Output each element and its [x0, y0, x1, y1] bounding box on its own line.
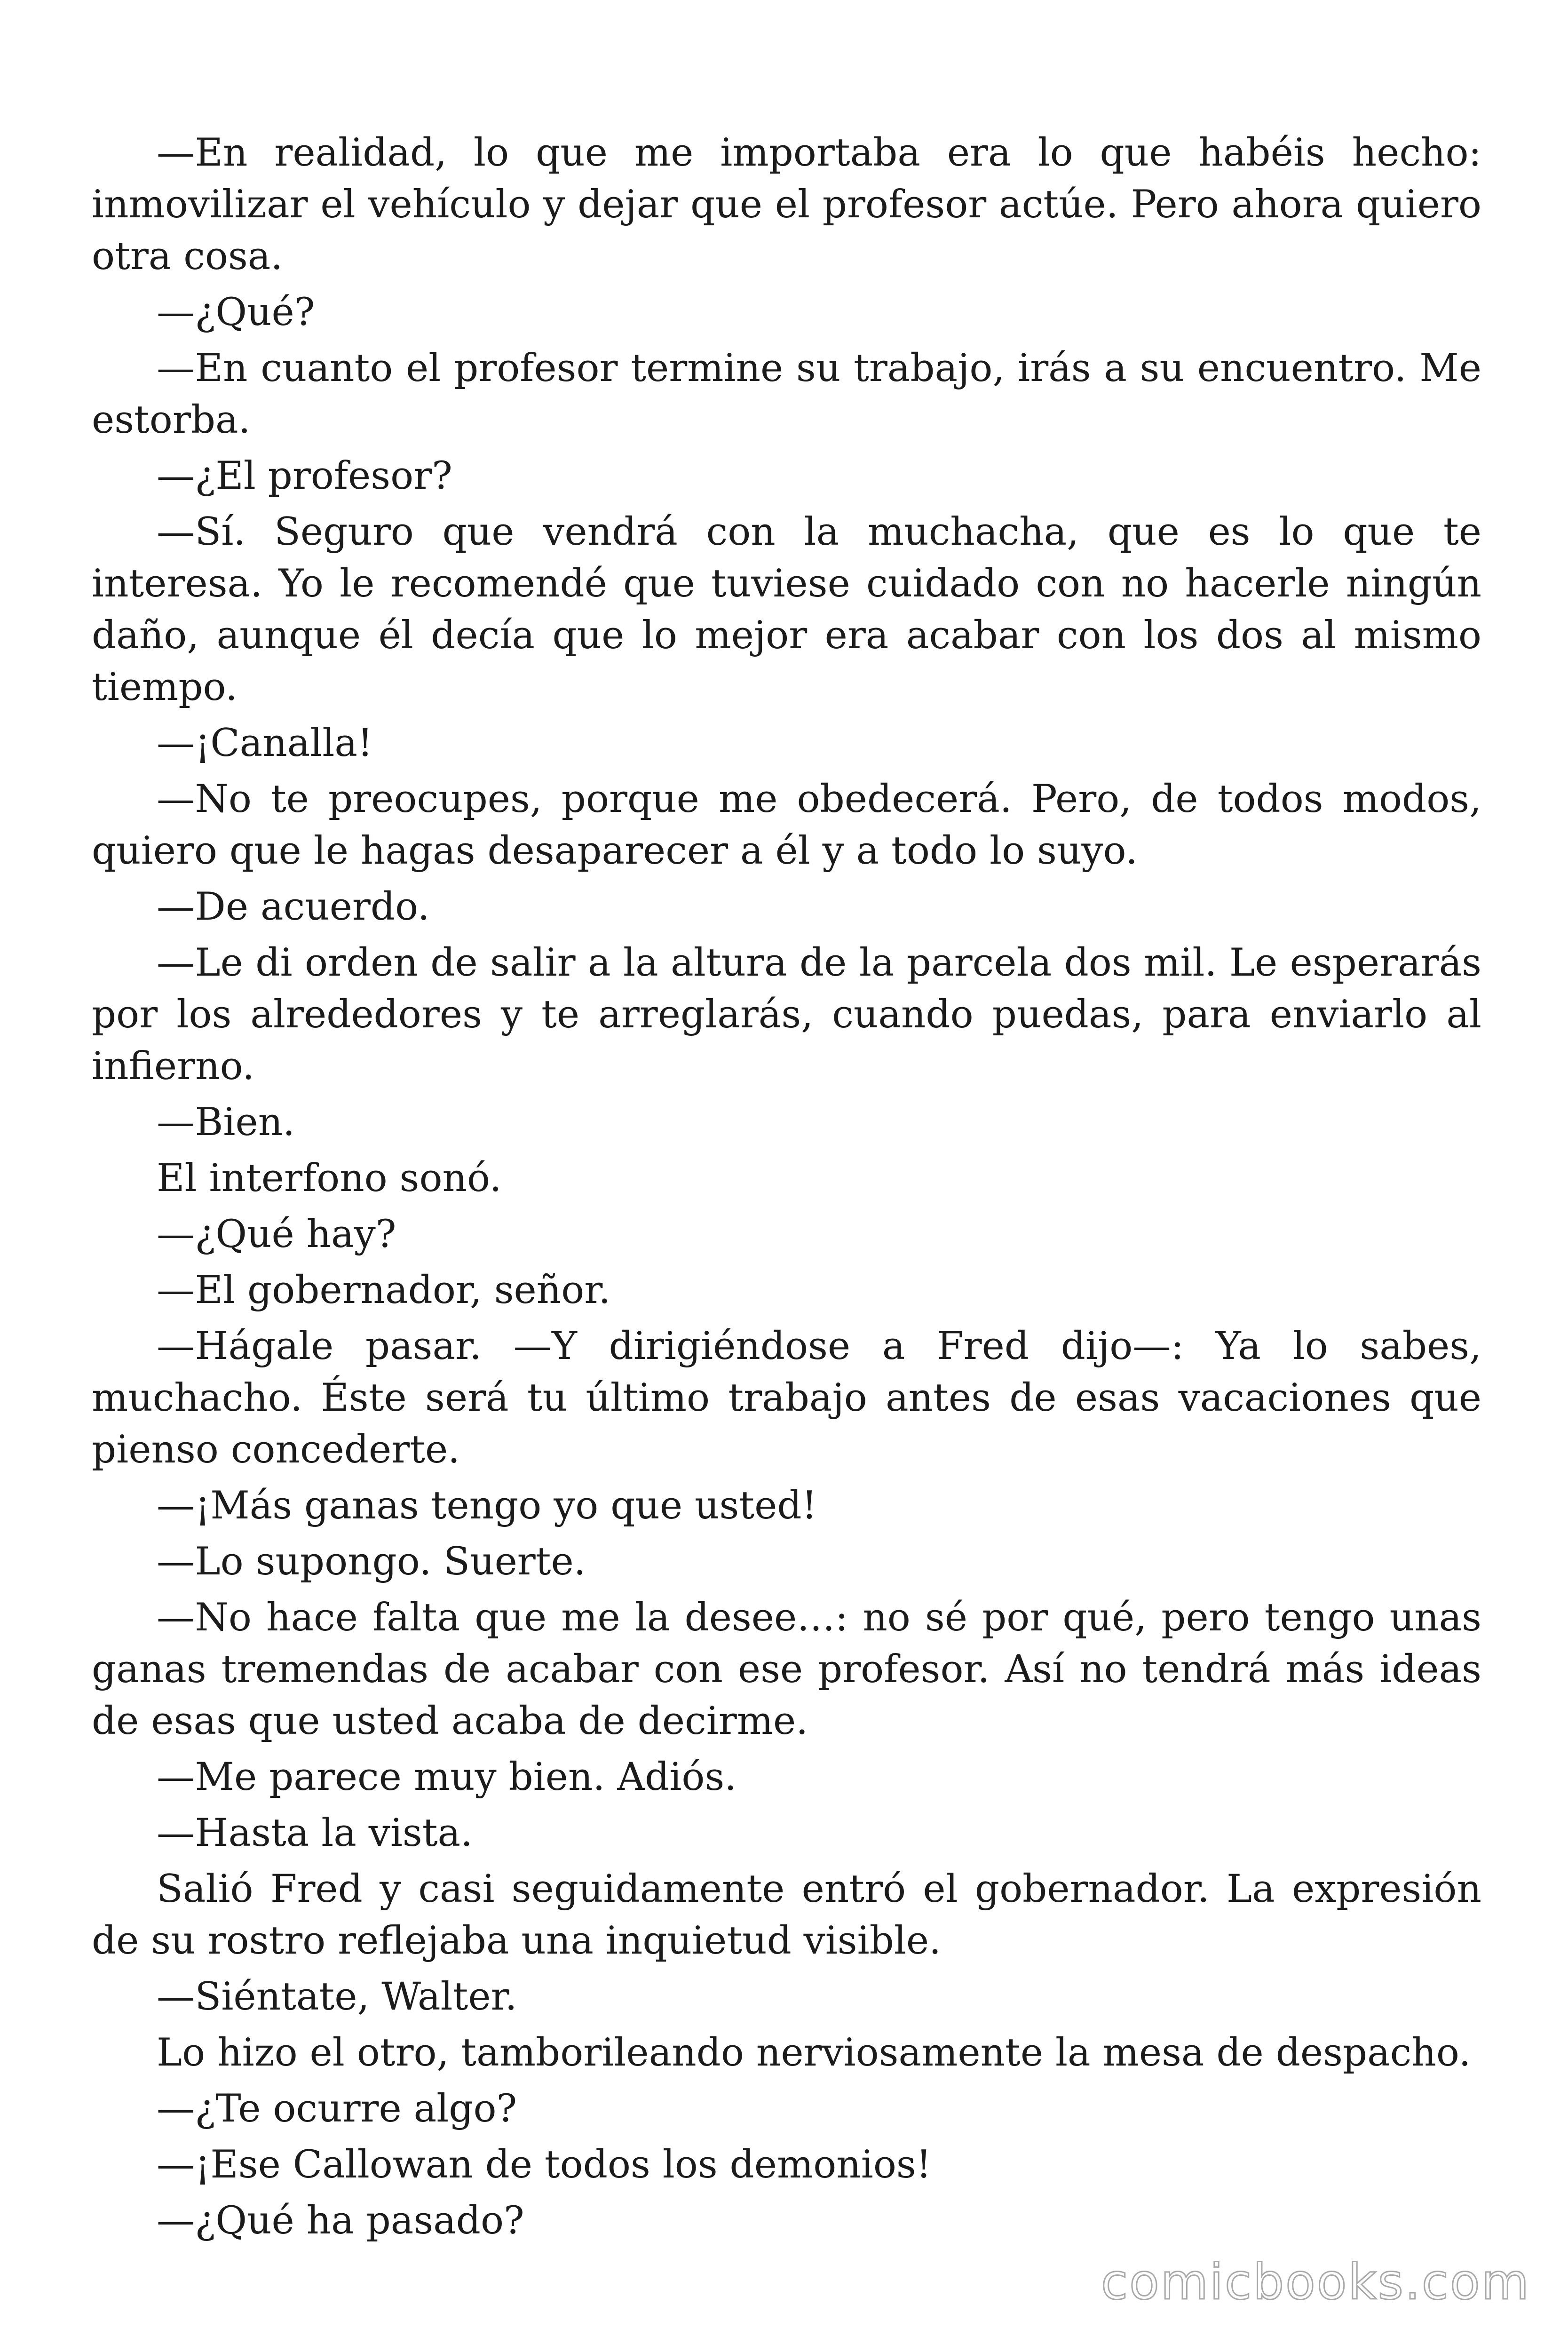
paragraph: Salió Fred y casi seguidamente entró el gobernador. La expresión de su rostro reflejaba una inquietud visible.: [92, 1867, 1481, 1963]
paragraph: —No te preocupes, porque me obedecerá. Pero, de todos modos, quiero que le hagas desaparecer a él y a todo lo suyo.: [92, 777, 1481, 873]
paragraph: El interfono sonó.: [157, 1156, 502, 1200]
paragraph: —¿Qué hay?: [157, 1212, 396, 1256]
paragraph: Lo hizo el otro, tamborileando nerviosamente la mesa de despacho.: [157, 2030, 1471, 2075]
paragraph: —¿El profesor?: [157, 453, 452, 498]
paragraph: —¿Te ocurre algo?: [157, 2086, 517, 2131]
paragraph: —El gobernador, señor.: [157, 1268, 611, 1312]
paragraph: —Le di orden de salir a la altura de la parcela dos mil. Le esperarás por los alrededores y te arreglarás, cuando puedas, para enviarlo al infierno.: [92, 940, 1481, 1089]
paragraph: —¿Qué ha pasado?: [157, 2198, 524, 2243]
page-text: [92, 127, 1481, 2251]
paragraph: —En realidad, lo que me importaba era lo que habéis hecho: inmovilizar el vehículo y dejar que el profesor actúe. Pero ahora quiero otra cosa.: [92, 130, 1481, 278]
paragraph: —¡Canalla!: [157, 721, 373, 765]
paragraph: —Me parece muy bien. Adiós.: [157, 1755, 737, 1799]
paragraph: —En cuanto el profesor termine su trabajo, irás a su encuentro. Me estorba.: [92, 346, 1481, 442]
paragraph: —¡Más ganas tengo yo que usted!: [157, 1483, 817, 1528]
paragraph: —Siéntate, Walter.: [157, 1974, 517, 2019]
paragraph: —De acuerdo.: [157, 884, 430, 929]
paragraph: —Bien.: [157, 1100, 295, 1144]
paragraph: —Sí. Seguro que vendrá con la muchacha, que es lo que te interesa. Yo le recomendé que tuviese cuidado con no hacerle ningún daño, aunque él decía que lo mejor era acabar con los dos al mismo tiempo.: [92, 509, 1481, 709]
paragraph: —Hasta la vista.: [157, 1811, 473, 1855]
watermark: comicbooks.com: [1101, 2253, 1530, 2311]
paragraph: —¿Qué?: [157, 290, 315, 334]
paragraph: —Hágale pasar. —Y dirigiéndose a Fred dijo—: Ya lo sabes, muchacho. Éste será tu último trabajo antes de esas vacaciones que pienso concederte.: [92, 1324, 1481, 1472]
paragraph: —Lo supongo. Suerte.: [157, 1539, 586, 1584]
paragraph: —No hace falta que me la desee…: no sé por qué, pero tengo unas ganas tremendas de acabar con ese profesor. Así no tendrá más ideas de esas que usted acaba de decirme.: [92, 1595, 1481, 1743]
paragraph: —¡Ese Callowan de todos los demonios!: [157, 2142, 932, 2187]
